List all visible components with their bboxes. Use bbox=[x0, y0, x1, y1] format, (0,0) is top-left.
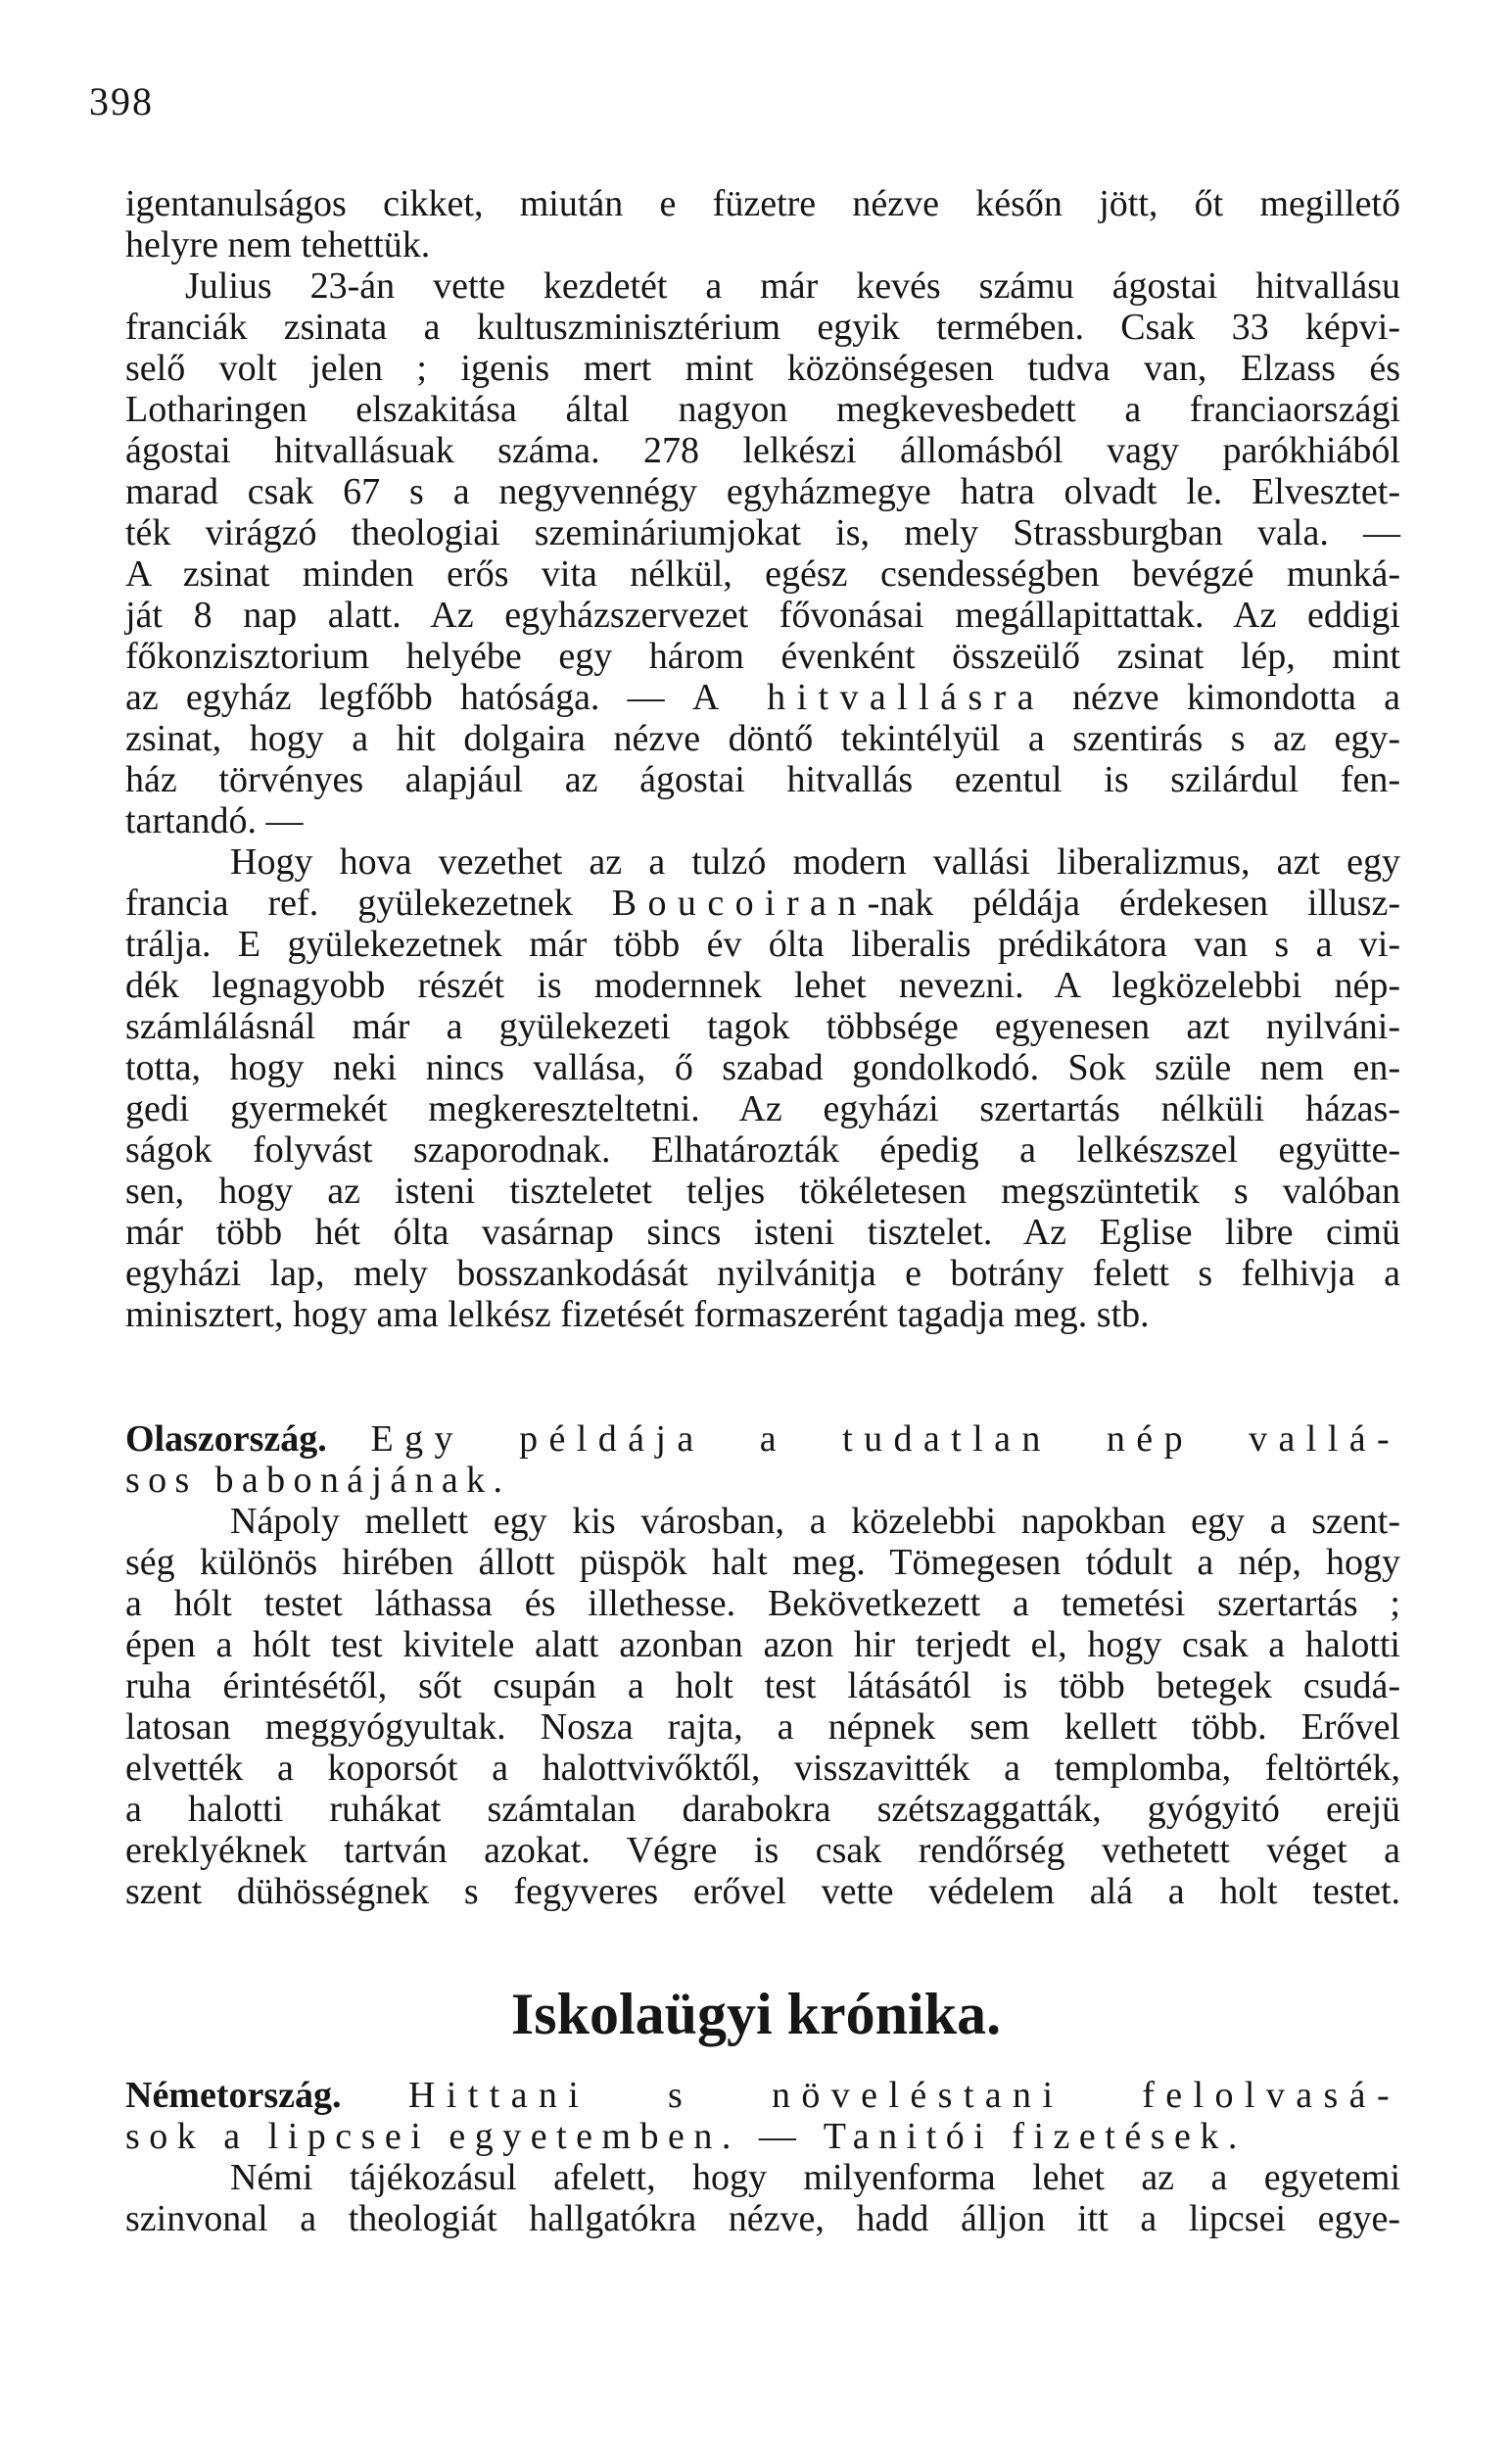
text-line: főkonzisztorium helyébe egy három évenként összeülő zsinat lép, mint bbox=[125, 636, 1400, 677]
text-segment: -nak példája érdekesen illusz- bbox=[867, 883, 1400, 924]
text-line: minisztert, hogy ama lelkész fizetését formaszerént tagadja meg. stb. bbox=[125, 1294, 1150, 1335]
text-segment: nézve kimondotta a bbox=[1044, 677, 1400, 718]
section-heading-line bbox=[125, 1460, 1400, 1501]
text-line: sen, hogy az isteni tiszteletet teljes tökéletesen megszüntetik s valóban bbox=[125, 1171, 1400, 1212]
text-line: selő volt jelen ; igenis mert mint közönségesen tudva van, Elzass és bbox=[125, 348, 1400, 389]
text-line bbox=[125, 677, 1400, 718]
article-germany bbox=[125, 2075, 1400, 2239]
section-title: Iskolaügyi krónika. bbox=[510, 1982, 1002, 2046]
text-line: helyre nem tehettük. bbox=[125, 224, 431, 265]
text-line: Lotharingen elszakitása által nagyon megkevesbedett a franciaországi bbox=[125, 389, 1400, 430]
text-line: latosan meggyógyultak. Nosza rajta, a népnek sem kellett több. Erővel bbox=[125, 1706, 1400, 1748]
text-line: franciák zsinata a kultuszminisztérium egyik termében. Csak 33 képvi- bbox=[125, 307, 1400, 348]
article-subtitle: Egy példája a tudatlan nép vallá- bbox=[370, 1418, 1401, 1460]
section-heading-line bbox=[125, 1418, 1400, 1460]
article-subtitle: sok a lipcsei egyetemben. — Tanitói fizetések. bbox=[125, 2116, 1247, 2157]
text-line: A zsinat minden erős vita nélkül, egész csendességben bevégzé munká- bbox=[125, 553, 1400, 595]
text-line: a halotti ruhákat számtalan darabokra szétszaggatták, gyógyitó erejü bbox=[125, 1789, 1400, 1830]
text-line: ját 8 nap alatt. Az egyházszervezet fővonásai megállapittattak. Az eddigi bbox=[125, 595, 1400, 636]
text-line: ágostai hitvallásuak száma. 278 lelkészi állomásból vagy parókhiából bbox=[125, 430, 1400, 471]
text-line: ereklyéknek tartván azokat. Végre is csak rendőrség vethetett véget a bbox=[125, 1830, 1400, 1871]
spaced-emphasis: A hitvallásra bbox=[691, 677, 1045, 718]
article-subtitle: sos babonájának. bbox=[125, 1460, 511, 1501]
section-heading-line bbox=[125, 2075, 1400, 2116]
country-heading: Németország. bbox=[125, 2075, 342, 2116]
text-line: egyházi lap, mely bosszankodását nyilvánitja e botrány felett s felhivja a bbox=[125, 1253, 1400, 1294]
spaced-emphasis: Boucoiran bbox=[611, 883, 868, 924]
text-segment: az egyház legfőbb hatósága. — bbox=[125, 677, 692, 718]
text-line: a hólt testet láthassa és illethesse. Bekövetkezett a temetési szertartás ; bbox=[125, 1583, 1400, 1624]
text-line: ruha érintésétől, sőt csupán a holt test látásától is több betegek csudá- bbox=[125, 1665, 1400, 1706]
text-line: szent dühösségnek s fegyveres erővel vette védelem alá a holt testet. bbox=[125, 1871, 1400, 1912]
text-line: ságok folyvást szaporodnak. Elhatározták épedig a lelkészszel együtte- bbox=[125, 1129, 1400, 1171]
page-number: 398 bbox=[89, 79, 154, 123]
text-line: ség különös hirében állott püspök halt meg. Tömegesen tódult a nép, hogy bbox=[125, 1542, 1400, 1583]
article-italy bbox=[125, 1418, 1400, 1912]
text-line: tartandó. — bbox=[125, 800, 304, 841]
text-line bbox=[125, 883, 1400, 924]
text-line: gedi gyermekét megkereszteltetni. Az egyházi szertartás nélküli házas- bbox=[125, 1088, 1400, 1129]
text-line: trálja. E gyülekezetnek már több év ólta liberalis prédikátora van s a vi- bbox=[125, 924, 1400, 965]
text-line: totta, hogy neki nincs vallása, ő szabad gondolkodó. Sok szüle nem en- bbox=[125, 1047, 1400, 1088]
article-france bbox=[125, 183, 1400, 1335]
text-line: elvették a koporsót a halottvivőktől, visszavitték a templomba, feltörték, bbox=[125, 1748, 1400, 1789]
text-line: marad csak 67 s a negyvennégy egyházmegye hatra olvadt le. Elvesztet- bbox=[125, 471, 1400, 512]
text-line: számlálásnál már a gyülekezeti tagok többsége egyenesen azt nyilváni- bbox=[125, 1006, 1400, 1047]
article-subtitle: Hittani s növeléstani felolvasá- bbox=[407, 2075, 1401, 2116]
text-line: Nápoly mellett egy kis városban, a közelebbi napokban egy a szent- bbox=[230, 1501, 1400, 1542]
text-line: épen a hólt test kivitele alatt azonban azon hir terjedt el, hogy csak a halotti bbox=[125, 1624, 1400, 1665]
text-line: zsinat, hogy a hit dolgaira nézve döntő tekintélyül a szentirás s az egy- bbox=[125, 718, 1400, 759]
text-line: ték virágzó theologiai szemináriumjokat is, mely Strassburgban vala. — bbox=[125, 512, 1400, 553]
text-line: dék legnagyobb részét is modernnek lehet nevezni. A legközelebbi nép- bbox=[125, 965, 1400, 1006]
text-segment: francia ref. gyülekezetnek bbox=[125, 883, 612, 924]
text-line: Némi tájékozásul afelett, hogy milyenforma lehet az a egyetemi bbox=[230, 2157, 1400, 2198]
section-heading-line bbox=[125, 2116, 1400, 2157]
text-line: szinvonal a theologiát hallgatókra nézve, hadd álljon itt a lipcsei egye- bbox=[125, 2198, 1400, 2239]
country-heading: Olaszország. bbox=[125, 1418, 327, 1460]
text-line: már több hét ólta vasárnap sincs isteni tisztelet. Az Eglise libre cimü bbox=[125, 1212, 1400, 1253]
text-line: Hogy hova vezethet az a tulzó modern vallási liberalizmus, azt egy bbox=[230, 841, 1400, 883]
text-line: igentanulságos cikket, miután e füzetre nézve későn jött, őt megillető bbox=[125, 183, 1400, 224]
text-line: Julius 23-án vette kezdetét a már kevés számu ágostai hitvallásu bbox=[185, 265, 1400, 307]
text-line: ház törvényes alapjául az ágostai hitvallás ezentul is szilárdul fen- bbox=[125, 759, 1400, 800]
